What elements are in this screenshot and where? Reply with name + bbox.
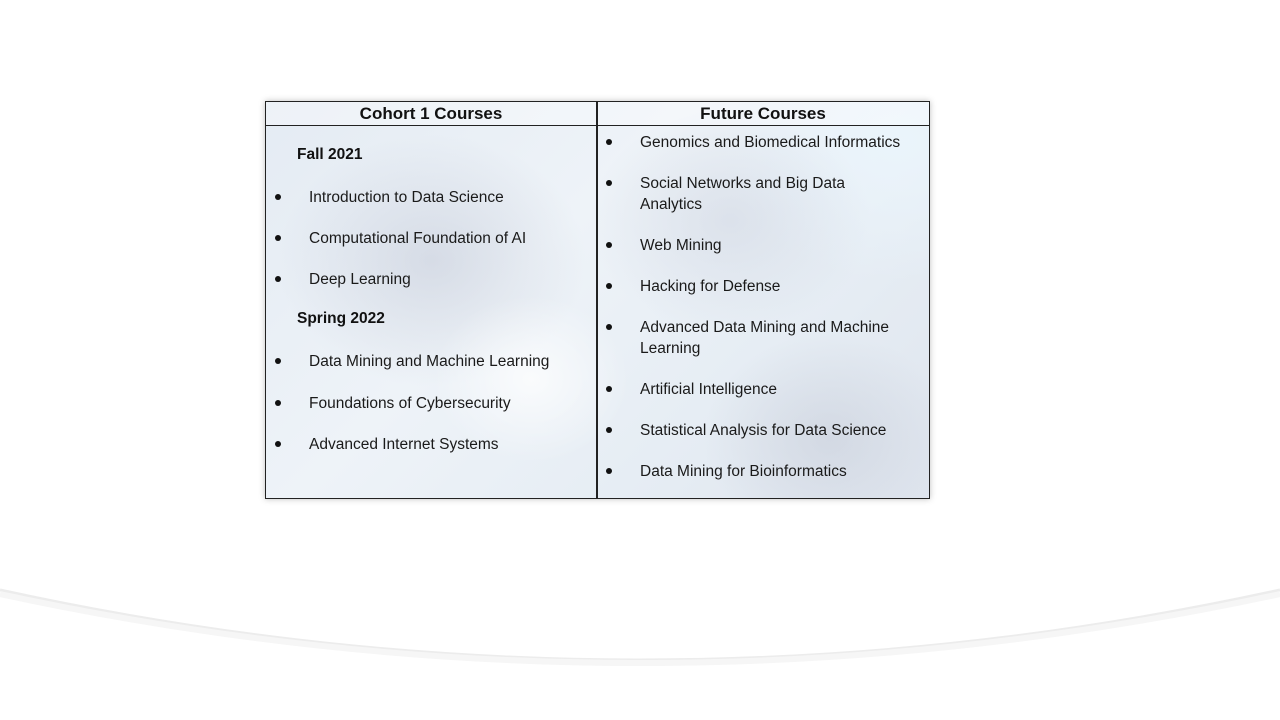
bullet-icon <box>275 235 281 241</box>
column-divider <box>596 102 598 498</box>
bullet-icon <box>275 194 281 200</box>
future-courses-header: Future Courses <box>700 104 826 123</box>
bullet-icon <box>275 276 281 282</box>
bullet-icon <box>275 358 281 364</box>
list-item: Deep Learning <box>309 271 411 288</box>
bullet-icon <box>606 139 612 145</box>
list-item: Genomics and Biomedical Informatics <box>640 134 901 151</box>
list-item: Web Mining <box>640 237 722 254</box>
bullet-icon <box>606 180 612 186</box>
list-item: Social Networks and Big Data Analytics <box>640 175 846 213</box>
list-item: Foundations of Cybersecurity <box>309 395 511 412</box>
list-item: Computational Foundation of AI <box>309 230 527 247</box>
list-item: Advanced Data Mining and Machine Learning <box>640 319 890 357</box>
bullet-icon <box>606 427 612 433</box>
spring-term-heading: Spring 2022 <box>297 310 385 327</box>
bullet-icon <box>275 441 281 447</box>
bullet-icon <box>606 468 612 474</box>
list-item: Data Mining for Bioinformatics <box>640 463 847 480</box>
fall-term-heading: Fall 2021 <box>297 146 363 163</box>
bullet-icon <box>606 386 612 392</box>
bullet-icon <box>606 242 612 248</box>
list-item: Artificial Intelligence <box>640 381 777 398</box>
list-item: Introduction to Data Science <box>309 189 504 206</box>
list-item: Data Mining and Machine Learning <box>309 353 550 370</box>
cohort-courses-header: Cohort 1 Courses <box>359 104 503 123</box>
list-item: Hacking for Defense <box>640 278 781 295</box>
bullet-icon <box>606 324 612 330</box>
course-table <box>265 101 930 499</box>
list-item: Statistical Analysis for Data Science <box>640 422 887 439</box>
bullet-icon <box>606 283 612 289</box>
table-header-row <box>266 102 929 126</box>
bullet-icon <box>275 400 281 406</box>
list-item: Advanced Internet Systems <box>309 436 499 453</box>
